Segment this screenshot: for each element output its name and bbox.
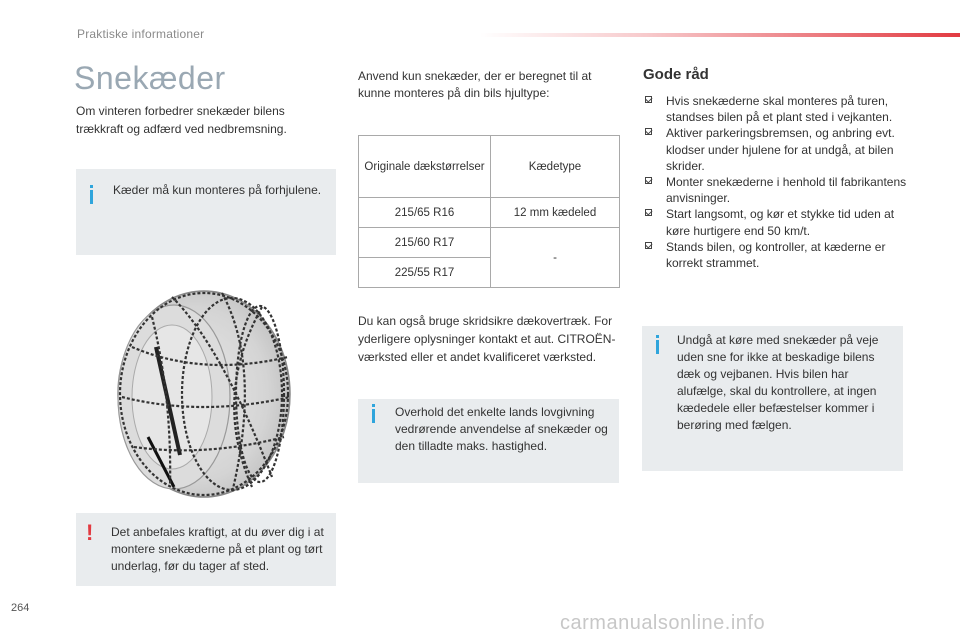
anti-skid-text: Du kan også bruge skridsikre dækovertræk. For yderligere oplysninger kontakt et aut. CITROËN-værksted eller et andet kvalificeret værksted. xyxy=(358,314,616,364)
tire-with-snow-chains xyxy=(112,287,298,501)
intro-text: Om vinteren forbedrer snekæder bilens trækkraft og adfærd ved nedbremsning. xyxy=(76,104,287,136)
watermark: carmanualsonline.info xyxy=(560,612,766,634)
list-item: Aktiver parkeringsbremsen, og anbring evt. klodser under hjulene for at undgå, at bilen skrider. xyxy=(643,125,908,174)
table-row xyxy=(359,228,620,258)
list-item: Start langsomt, og kør et stykke tid uden at køre hurtigere end 50 km/t. xyxy=(643,206,908,238)
tips-title: Gode råd xyxy=(643,66,709,83)
checkbox-icon xyxy=(645,242,652,249)
checkbox-icon xyxy=(645,209,652,216)
info-note-text: Undgå at køre med snekæder på veje uden sne for ikke at beskadige bilens dæk og vejbanen. Hvis bilen har alufælge, skal du kontrollere, at ingen kædedele eller befæstelser kommer i berøring med fælgen. xyxy=(677,333,879,432)
table-cell-size: 225/55 R17 xyxy=(359,258,491,288)
tips-list xyxy=(643,93,908,271)
list-item: Monter snekæderne i henhold til fabrikantens anvisninger. xyxy=(643,174,908,206)
list-item: Hvis snekæderne skal monteres på turen, standses bilen på et plant sted i vejkanten. xyxy=(643,93,908,125)
info-note-legislation xyxy=(358,399,619,483)
table-header-cell: Kædetype xyxy=(491,136,620,198)
table-row xyxy=(359,198,620,228)
info-note-text: Overhold det enkelte lands lovgivning vedrørende anvendelse af snekæder og den tilladte maks. hastighed. xyxy=(395,405,608,453)
table-cell-chain: - xyxy=(491,228,620,288)
table-cell-size: 215/65 R16 xyxy=(359,198,491,228)
chain-size-table xyxy=(358,135,620,288)
exclamation-icon: ! xyxy=(86,520,94,545)
table-header-row xyxy=(359,136,620,198)
table-cell-size: 215/60 R17 xyxy=(359,228,491,258)
checkbox-icon xyxy=(645,177,652,184)
section-label: Praktiske informationer xyxy=(77,27,205,41)
checkbox-icon xyxy=(645,96,652,103)
header-accent-bar xyxy=(480,33,960,37)
table-cell-chain: 12 mm kædeled xyxy=(491,198,620,228)
table-header-cell: Originale dækstørrelser xyxy=(359,136,491,198)
info-note-text: Kæder må kun monteres på forhjulene. xyxy=(113,183,322,197)
warning-note-text: Det anbefales kraftigt, at du øver dig i at montere snekæderne på et plant og tørt underlag, før du tager af sted. xyxy=(111,525,324,573)
list-item: Stands bilen, og kontroller, at kæderne er korrekt strammet. xyxy=(643,239,908,271)
checkbox-icon xyxy=(645,128,652,135)
chain-usage-intro: Anvend kun snekæder, der er beregnet til at kunne monteres på din bils hjultype: xyxy=(358,69,592,100)
info-note-front-wheels xyxy=(76,169,336,255)
page-title: Snekæder xyxy=(74,60,226,96)
warning-note xyxy=(76,513,336,586)
page-number: 264 xyxy=(11,602,30,614)
info-note-alloy-wheels xyxy=(642,326,903,471)
